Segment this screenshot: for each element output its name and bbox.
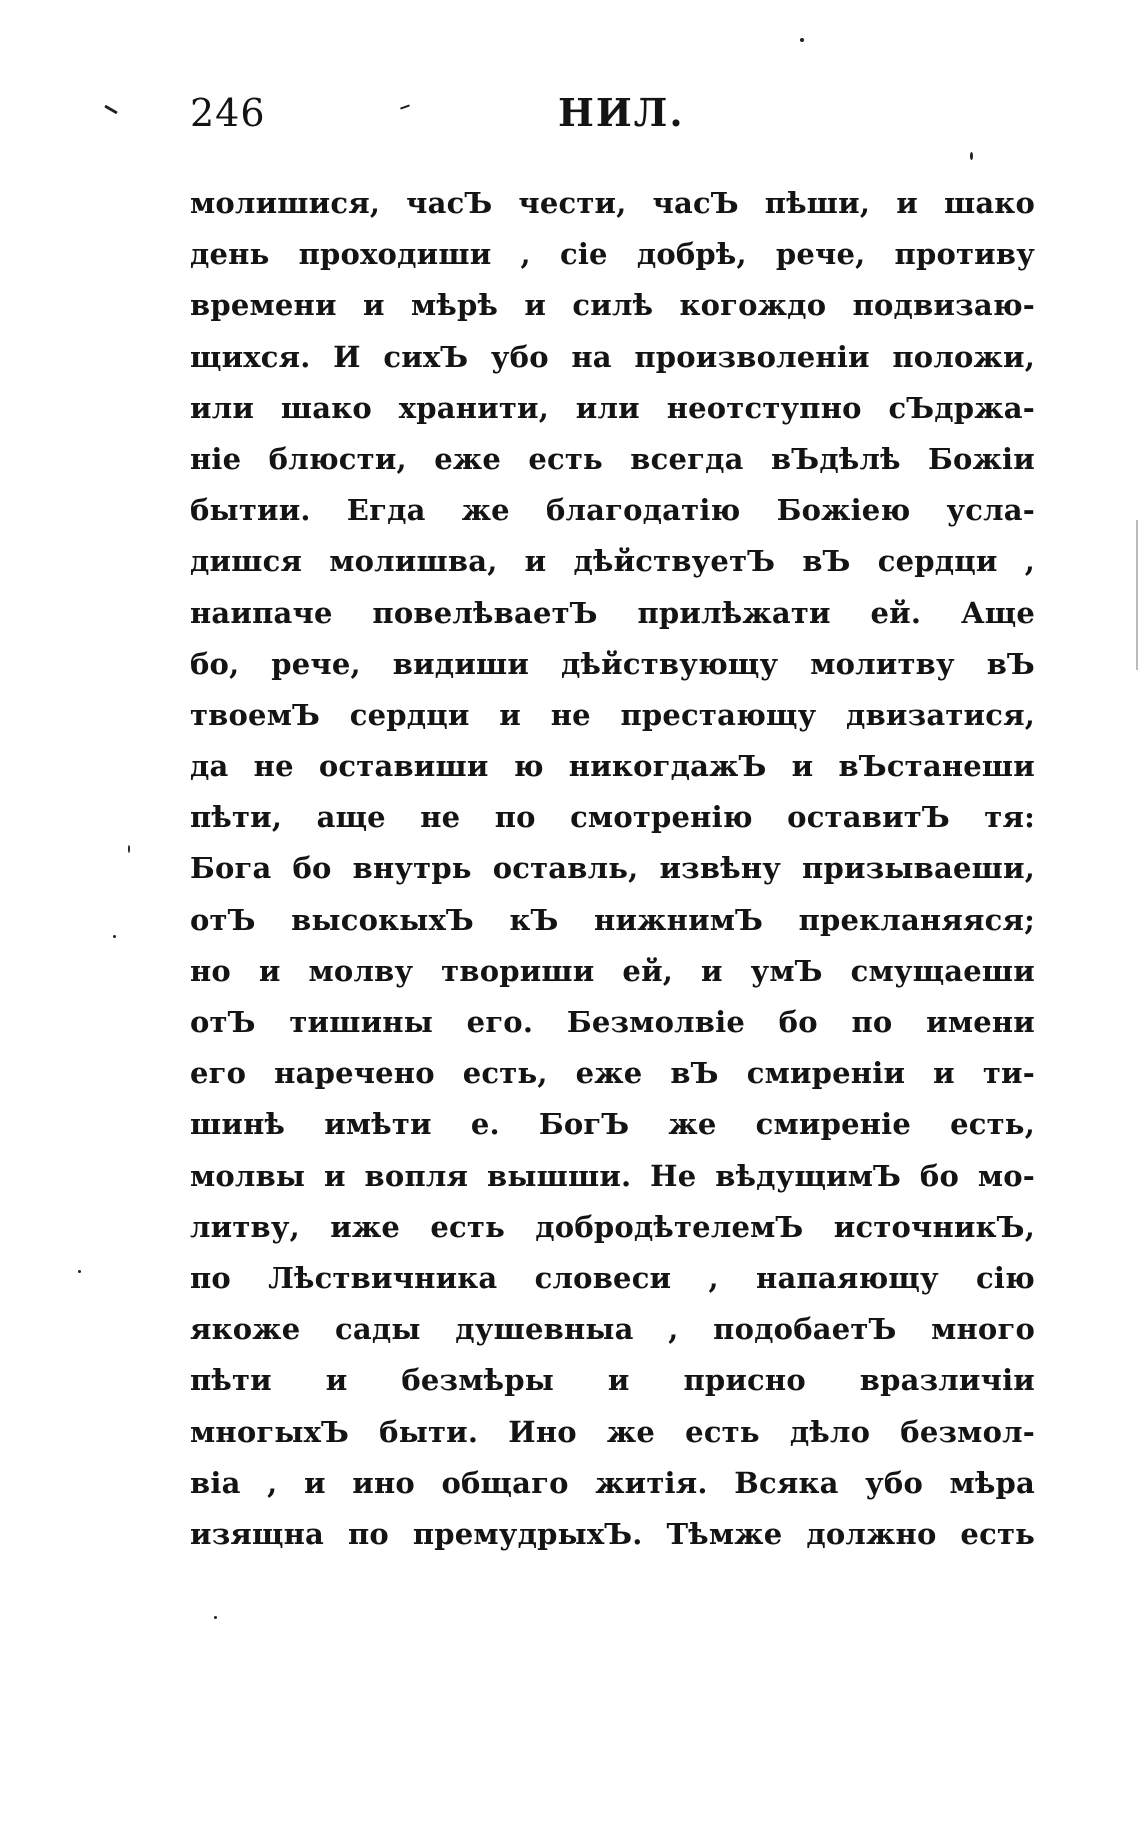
scan-speck xyxy=(214,1616,217,1619)
text-line: литву, иже есть добродѣтелемЪ источникЪ, xyxy=(190,1209,1035,1244)
text-line: многыхЪ быти. Ино же есть дѣло безмол- xyxy=(190,1414,1035,1449)
scan-speck xyxy=(104,105,118,115)
scan-speck xyxy=(800,38,804,42)
scan-speck xyxy=(970,152,973,160)
running-head-title: НИЛ. xyxy=(558,90,685,135)
scan-speck xyxy=(128,845,130,853)
text-line: времени и мѣрѣ и силѣ когождо подвизаю- xyxy=(190,288,1035,323)
text-line: Бога бо внутрь оставль, извѣну призываеши, xyxy=(190,851,1035,886)
text-line: изящна по премудрыхЪ. Тѣмже должно есть xyxy=(190,1516,1035,1551)
text-line: или шако хранити, или неотступно сЪдржа- xyxy=(190,390,1035,425)
text-line: віа , и ино общаго житія. Всяка убо мѣра xyxy=(190,1465,1035,1500)
text-line: якоже сады душевныа , подобаетЪ много xyxy=(190,1312,1035,1347)
text-line: твоемЪ сердци и не престающу двизатися, xyxy=(190,697,1035,732)
text-line: бытии. Егда же благодатію Божіею усла- xyxy=(190,493,1035,528)
text-line: день проходиши , сіе добрѣ, рече, противу xyxy=(190,237,1035,272)
scan-speck xyxy=(78,1270,81,1273)
scan-speck xyxy=(113,935,116,938)
text-line: наипаче повелѣваетЪ прилѣжати ей. Аще xyxy=(190,595,1035,630)
text-line: ніе блюсти, еже есть всегда вЪдѣлѣ Божіи xyxy=(190,441,1035,476)
text-line: пѣти, аще не по смотренію оставитЪ тя: xyxy=(190,800,1035,835)
body-text xyxy=(190,178,1035,1560)
text-line: отЪ высокыхЪ кЪ нижнимЪ прекланяяся; xyxy=(190,902,1035,937)
text-line: бо, рече, видиши дѣйствующу молитву вЪ xyxy=(190,646,1035,681)
text-line: шинѣ имѣти е. БогЪ же смиреніе есть, xyxy=(190,1107,1035,1142)
text-line: щихся. И сихЪ убо на произволеніи положи, xyxy=(190,339,1035,374)
page-edge-shadow xyxy=(1136,520,1138,670)
text-line: молишися, часЪ чести, часЪ пѣши, и шако xyxy=(190,186,1035,220)
text-line: молвы и вопля вышши. Не вѣдущимЪ бо мо- xyxy=(190,1158,1035,1193)
text-line: отЪ тишины его. Безмолвіе бо по имени xyxy=(190,1005,1035,1039)
text-line: да не оставиши ю никогдажЪ и вЪстанеши xyxy=(190,749,1035,784)
text-line: по Лѣствичника словеси , напаяющу сію xyxy=(190,1260,1035,1295)
page-number: 246 xyxy=(190,91,266,135)
text-line: его наречено есть, еже вЪ смиреніи и ти- xyxy=(190,1056,1035,1091)
page-header xyxy=(190,88,1040,148)
text-line: пѣти и безмѣры и присно вразличіи xyxy=(190,1363,1035,1398)
text-line: но и молву твориши ей, и умЪ смущаеши xyxy=(190,953,1035,988)
text-line: дишся молишва, и дѣйствуетЪ вЪ сердци , xyxy=(190,544,1035,579)
